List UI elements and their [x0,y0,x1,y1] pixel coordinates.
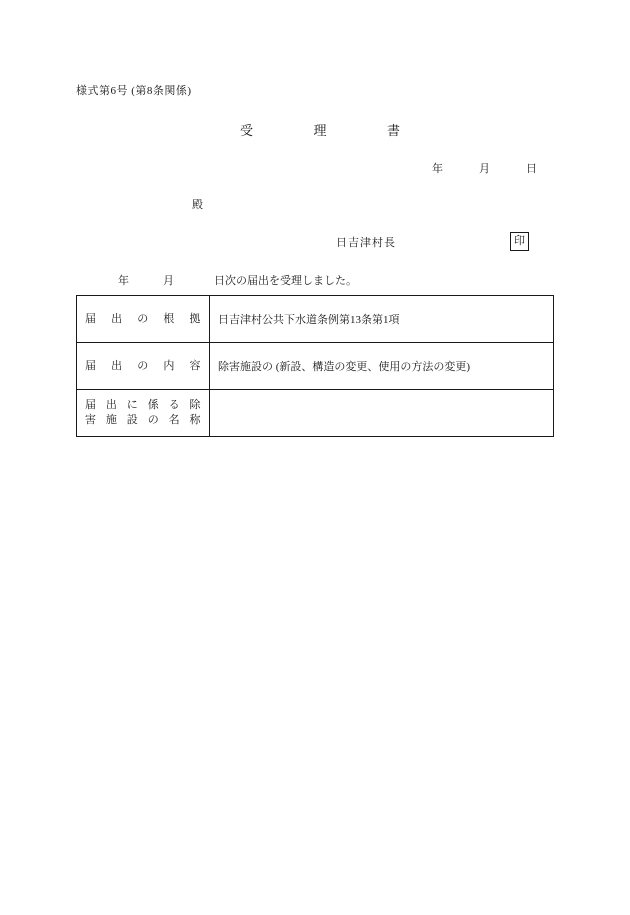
row-value-content: 除害施設の (新設、構造の変更、使用の方法の変更) [210,343,554,390]
form-number: 様式第6号 (第8条関係) [76,85,192,97]
row-label-facility-name-line2: 害 施 設 の 名 称 [85,414,201,426]
title-char-3: 書 [386,123,400,138]
row-label-facility-name [77,390,210,437]
acceptance-statement [118,272,357,288]
table-row [77,343,554,390]
title-char-1: 受 [240,123,254,138]
seal-icon: 印 [510,232,529,251]
row-label-facility-name-line1: 届 出 に 係 る 除 [85,399,201,412]
table-row [77,296,554,343]
row-value-facility-name [210,390,554,437]
addressee-suffix: 殿 [192,199,203,211]
page-title [240,120,400,139]
row-label-content [77,343,210,390]
row-label-content-line1: 届 出 の 内 容 [85,359,201,372]
row-label-basis-line1: 届 出 の 根 拠 [85,312,201,325]
row-value-basis: 日吉津村公共下水道条例第13条第1項 [210,296,554,343]
issue-date-year-label: 年 [432,163,443,175]
title-char-2: 理 [313,123,327,138]
issuer-name: 日吉津村長 [336,237,396,249]
issue-date-month-label: 月 [479,163,490,175]
issue-date-line [432,160,537,176]
acceptance-month-label: 月 [163,275,174,287]
acceptance-rest-text: 日次の届出を受理しました。 [214,275,357,287]
issue-date-day-label: 日 [526,163,537,175]
row-label-basis [77,296,210,343]
receipt-detail-table [76,295,554,437]
acceptance-year-label: 年 [118,275,129,287]
table-row [77,390,554,437]
